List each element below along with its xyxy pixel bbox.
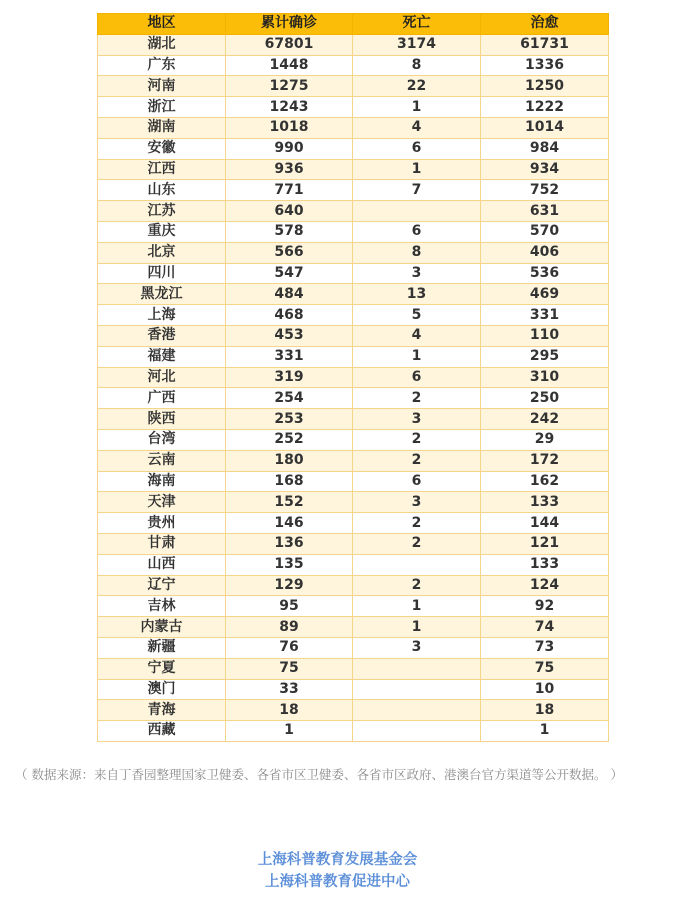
- table-row: [98, 492, 609, 513]
- cell-region: 广西: [98, 388, 226, 409]
- table-row: [98, 429, 609, 450]
- table-row: [98, 346, 609, 367]
- table-row: [98, 76, 609, 97]
- cell-deaths: 22: [353, 76, 481, 97]
- cell-deaths: [353, 201, 481, 222]
- cell-recovered: 61731: [481, 34, 609, 55]
- cell-confirmed: 95: [226, 596, 353, 617]
- cell-region: 河北: [98, 367, 226, 388]
- cell-deaths: 1: [353, 159, 481, 180]
- cell-recovered: 75: [481, 658, 609, 679]
- cell-deaths: 7: [353, 180, 481, 201]
- cell-recovered: 536: [481, 263, 609, 284]
- cell-recovered: 110: [481, 325, 609, 346]
- cell-deaths: 2: [353, 575, 481, 596]
- cell-region: 西藏: [98, 721, 226, 742]
- cell-region: 台湾: [98, 429, 226, 450]
- cell-confirmed: 453: [226, 325, 353, 346]
- table-row: [98, 700, 609, 721]
- cell-region: 辽宁: [98, 575, 226, 596]
- cell-recovered: 73: [481, 637, 609, 658]
- cell-region: 山东: [98, 180, 226, 201]
- cell-region: 甘肃: [98, 533, 226, 554]
- table-row: [98, 679, 609, 700]
- table-row: [98, 450, 609, 471]
- cell-recovered: 162: [481, 471, 609, 492]
- cell-deaths: 6: [353, 221, 481, 242]
- cell-region: 云南: [98, 450, 226, 471]
- table-row: [98, 471, 609, 492]
- cell-region: 湖南: [98, 117, 226, 138]
- cell-confirmed: 168: [226, 471, 353, 492]
- cell-confirmed: 990: [226, 138, 353, 159]
- cell-deaths: 2: [353, 429, 481, 450]
- cell-recovered: 752: [481, 180, 609, 201]
- cell-confirmed: 566: [226, 242, 353, 263]
- cell-recovered: 331: [481, 305, 609, 326]
- table-row: [98, 388, 609, 409]
- data-table-container: [97, 13, 608, 742]
- footer-org-1: 上海科普教育发展基金会: [257, 852, 418, 868]
- cell-deaths: 2: [353, 513, 481, 534]
- cell-confirmed: 33: [226, 679, 353, 700]
- cell-confirmed: 1018: [226, 117, 353, 138]
- cell-region: 福建: [98, 346, 226, 367]
- table-row: [98, 554, 609, 575]
- cell-confirmed: 936: [226, 159, 353, 180]
- cell-recovered: 92: [481, 596, 609, 617]
- table-row: [98, 221, 609, 242]
- cell-deaths: 3: [353, 409, 481, 430]
- cell-confirmed: 180: [226, 450, 353, 471]
- cell-recovered: 295: [481, 346, 609, 367]
- table-row: [98, 180, 609, 201]
- table-row: [98, 201, 609, 222]
- cell-region: 内蒙古: [98, 617, 226, 638]
- cell-recovered: 121: [481, 533, 609, 554]
- cell-confirmed: 18: [226, 700, 353, 721]
- cell-confirmed: 484: [226, 284, 353, 305]
- table-row: [98, 533, 609, 554]
- cell-recovered: 1336: [481, 55, 609, 76]
- cell-confirmed: 67801: [226, 34, 353, 55]
- cell-region: 江苏: [98, 201, 226, 222]
- cell-confirmed: 1243: [226, 97, 353, 118]
- cell-region: 山西: [98, 554, 226, 575]
- header-deaths: 死亡: [353, 14, 481, 35]
- cell-deaths: 6: [353, 471, 481, 492]
- cell-recovered: 310: [481, 367, 609, 388]
- cell-recovered: 124: [481, 575, 609, 596]
- cell-deaths: 4: [353, 117, 481, 138]
- cell-recovered: 984: [481, 138, 609, 159]
- cell-recovered: 1014: [481, 117, 609, 138]
- table-row: [98, 575, 609, 596]
- cell-region: 吉林: [98, 596, 226, 617]
- cell-recovered: 570: [481, 221, 609, 242]
- cell-recovered: 133: [481, 492, 609, 513]
- cell-recovered: 934: [481, 159, 609, 180]
- table-row: [98, 596, 609, 617]
- cell-deaths: 4: [353, 325, 481, 346]
- data-source-note: （ 数据来源：来自丁香园整理国家卫健委、各省市区卫健委、各省市区政府、港澳台官方渠道等公开数据。 ）: [15, 767, 623, 782]
- table-row: [98, 658, 609, 679]
- cell-deaths: 1: [353, 596, 481, 617]
- cell-confirmed: 75: [226, 658, 353, 679]
- cell-confirmed: 146: [226, 513, 353, 534]
- cell-region: 青海: [98, 700, 226, 721]
- table-row: [98, 721, 609, 742]
- cell-confirmed: 468: [226, 305, 353, 326]
- cell-deaths: 2: [353, 450, 481, 471]
- table-body: [98, 34, 609, 741]
- cell-deaths: 8: [353, 242, 481, 263]
- cell-region: 四川: [98, 263, 226, 284]
- cell-recovered: 18: [481, 700, 609, 721]
- cell-confirmed: 319: [226, 367, 353, 388]
- table-row: [98, 97, 609, 118]
- header-region: 地区: [98, 14, 226, 35]
- cell-confirmed: 547: [226, 263, 353, 284]
- cell-deaths: 13: [353, 284, 481, 305]
- header-recovered: 治愈: [481, 14, 609, 35]
- table-row: [98, 138, 609, 159]
- cell-region: 浙江: [98, 97, 226, 118]
- cell-deaths: [353, 721, 481, 742]
- cell-region: 天津: [98, 492, 226, 513]
- cell-confirmed: 1: [226, 721, 353, 742]
- cell-recovered: 74: [481, 617, 609, 638]
- cell-deaths: 3: [353, 492, 481, 513]
- table-row: [98, 637, 609, 658]
- cell-deaths: 2: [353, 388, 481, 409]
- cell-deaths: 3: [353, 263, 481, 284]
- cell-region: 北京: [98, 242, 226, 263]
- cell-recovered: 1222: [481, 97, 609, 118]
- cell-deaths: [353, 700, 481, 721]
- cell-deaths: 1: [353, 97, 481, 118]
- cell-region: 河南: [98, 76, 226, 97]
- table-row: [98, 34, 609, 55]
- cell-deaths: [353, 554, 481, 575]
- cell-recovered: 10: [481, 679, 609, 700]
- table-row: [98, 117, 609, 138]
- cell-deaths: 2: [353, 533, 481, 554]
- table-row: [98, 159, 609, 180]
- cell-recovered: 250: [481, 388, 609, 409]
- cell-region: 江西: [98, 159, 226, 180]
- cell-region: 湖北: [98, 34, 226, 55]
- cell-confirmed: 76: [226, 637, 353, 658]
- cell-deaths: 8: [353, 55, 481, 76]
- cell-recovered: 469: [481, 284, 609, 305]
- cell-region: 陕西: [98, 409, 226, 430]
- cell-recovered: 1250: [481, 76, 609, 97]
- table-row: [98, 305, 609, 326]
- cell-recovered: 631: [481, 201, 609, 222]
- cell-deaths: 6: [353, 138, 481, 159]
- footer-org-2: 上海科普教育促进中心: [265, 874, 410, 890]
- cell-confirmed: 253: [226, 409, 353, 430]
- table-row: [98, 409, 609, 430]
- cell-deaths: 6: [353, 367, 481, 388]
- table-header-row: [98, 14, 609, 35]
- table-row: [98, 55, 609, 76]
- cell-confirmed: 129: [226, 575, 353, 596]
- table-row: [98, 367, 609, 388]
- cell-confirmed: 136: [226, 533, 353, 554]
- cell-recovered: 133: [481, 554, 609, 575]
- cell-region: 上海: [98, 305, 226, 326]
- cell-recovered: 242: [481, 409, 609, 430]
- table-row: [98, 617, 609, 638]
- cell-deaths: 3: [353, 637, 481, 658]
- cell-confirmed: 89: [226, 617, 353, 638]
- cell-deaths: 1: [353, 346, 481, 367]
- cell-region: 澳门: [98, 679, 226, 700]
- table-row: [98, 242, 609, 263]
- footer: [0, 849, 675, 893]
- cell-region: 香港: [98, 325, 226, 346]
- header-confirmed: 累计确诊: [226, 14, 353, 35]
- cell-region: 海南: [98, 471, 226, 492]
- covid-stats-table: [97, 13, 609, 742]
- cell-recovered: 406: [481, 242, 609, 263]
- cell-confirmed: 252: [226, 429, 353, 450]
- cell-confirmed: 254: [226, 388, 353, 409]
- cell-confirmed: 640: [226, 201, 353, 222]
- cell-confirmed: 578: [226, 221, 353, 242]
- cell-recovered: 172: [481, 450, 609, 471]
- cell-region: 黑龙江: [98, 284, 226, 305]
- table-row: [98, 284, 609, 305]
- table-row: [98, 325, 609, 346]
- cell-confirmed: 1275: [226, 76, 353, 97]
- cell-deaths: 5: [353, 305, 481, 326]
- cell-recovered: 144: [481, 513, 609, 534]
- cell-confirmed: 771: [226, 180, 353, 201]
- cell-region: 新疆: [98, 637, 226, 658]
- cell-deaths: [353, 658, 481, 679]
- cell-recovered: 1: [481, 721, 609, 742]
- table-row: [98, 513, 609, 534]
- cell-region: 宁夏: [98, 658, 226, 679]
- cell-confirmed: 331: [226, 346, 353, 367]
- cell-deaths: 1: [353, 617, 481, 638]
- cell-region: 重庆: [98, 221, 226, 242]
- table-row: [98, 263, 609, 284]
- cell-region: 广东: [98, 55, 226, 76]
- cell-confirmed: 152: [226, 492, 353, 513]
- cell-region: 贵州: [98, 513, 226, 534]
- cell-deaths: [353, 679, 481, 700]
- cell-region: 安徽: [98, 138, 226, 159]
- cell-confirmed: 135: [226, 554, 353, 575]
- cell-deaths: 3174: [353, 34, 481, 55]
- cell-confirmed: 1448: [226, 55, 353, 76]
- cell-recovered: 29: [481, 429, 609, 450]
